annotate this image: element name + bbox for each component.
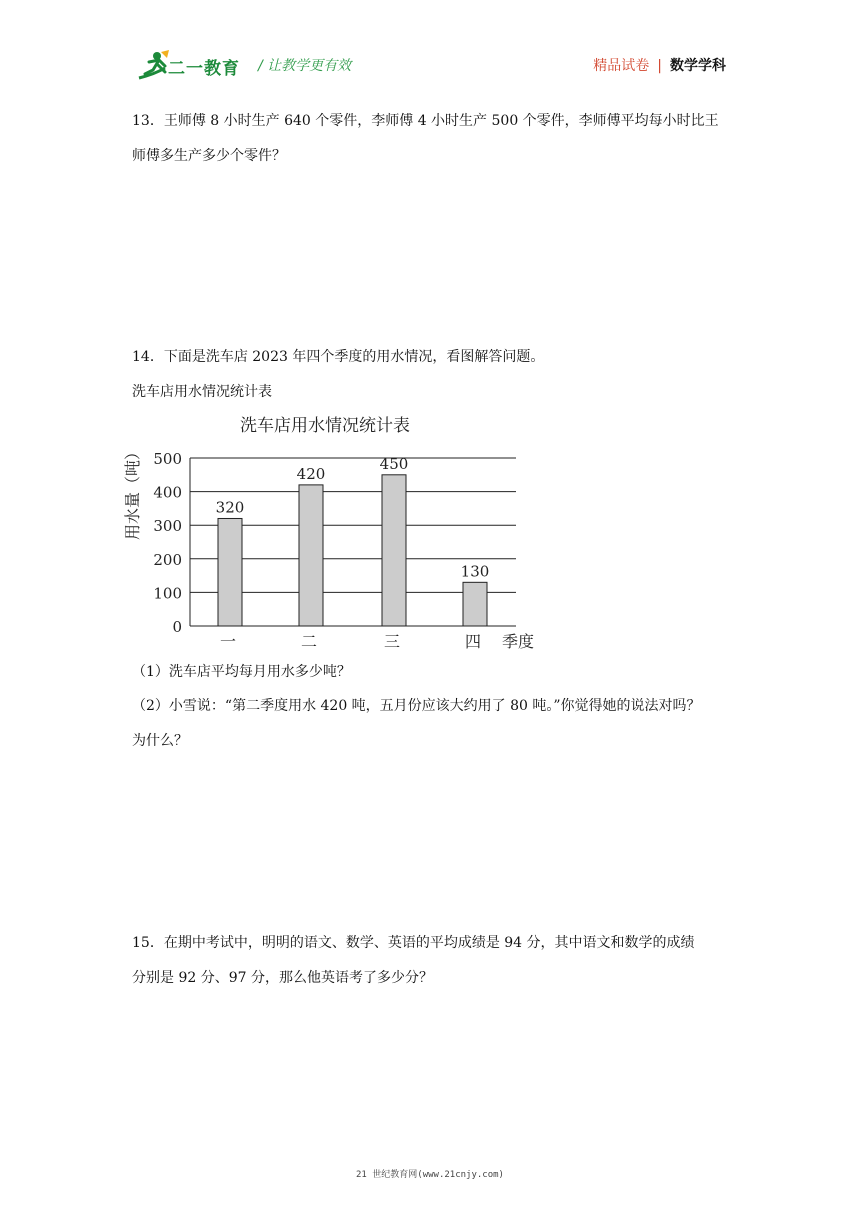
data-label: 320	[215, 498, 245, 517]
header-label-subject: 数学学科	[670, 58, 726, 74]
question-14-sub-1: （1）洗车店平均每月用水多少吨？	[132, 664, 351, 680]
y-tick-label: 0	[172, 618, 182, 636]
y-tick-label: 100	[153, 584, 182, 603]
question-15-line-2: 分别是 92 分、97 分，那么他英语考了多少分？	[132, 970, 433, 986]
bar-chart	[120, 408, 550, 658]
bar-3	[382, 475, 406, 626]
y-tick-label: 200	[153, 550, 182, 569]
question-14-line-1: 14．下面是洗车店 2023 年四个季度的用水情况，看图解答问题。	[132, 349, 545, 365]
page-footer: 21 世纪教育网(www.21cnjy.com)	[356, 1170, 504, 1180]
data-label: 450	[379, 454, 409, 473]
bar-4	[463, 582, 487, 626]
y-axis-label: 用水量（吨）	[123, 443, 142, 541]
y-tick-label: 400	[153, 483, 182, 502]
bar-2	[299, 485, 323, 626]
bar-1	[218, 518, 242, 626]
chart-caption: 洗车店用水情况统计表	[132, 384, 272, 400]
y-tick-label: 500	[153, 450, 182, 468]
question-15-line-1: 15．在期中考试中，明明的语文、数学、英语的平均成绩是 94 分，其中语文和数学的成绩	[132, 935, 695, 951]
logo-text: 二一教育	[168, 59, 240, 79]
x-tick-label: 三	[383, 632, 401, 651]
page-header	[0, 0, 860, 90]
x-tick-label: 二	[300, 632, 318, 651]
x-tick-label: 四	[464, 632, 482, 651]
x-tick-label: 一	[219, 632, 237, 651]
header-separator: |	[657, 58, 662, 74]
question-14-sub-2-line-2: 为什么？	[132, 733, 188, 749]
x-axis-label: 季度	[501, 632, 535, 651]
question-13-line-2: 师傅多生产多少个零件？	[132, 148, 286, 164]
y-tick-label: 300	[153, 517, 182, 536]
header-label-premium: 精品试卷	[593, 58, 650, 74]
question-14-sub-2-line-1: （2）小雪说：“第二季度用水 420 吨，五月份应该大约用了 80 吨。”你觉得她的说法对吗？	[132, 698, 701, 714]
question-13-line-1: 13．王师傅 8 小时生产 640 个零件，李师傅 4 小时生产 500 个零件，李师傅平均每小时比王	[132, 113, 719, 129]
chart-title: 洗车店用水情况统计表	[240, 416, 410, 436]
header-subject	[593, 55, 726, 75]
data-label: 130	[460, 562, 490, 581]
data-label: 420	[296, 464, 326, 483]
slogan: / 让教学更有效	[258, 58, 352, 74]
